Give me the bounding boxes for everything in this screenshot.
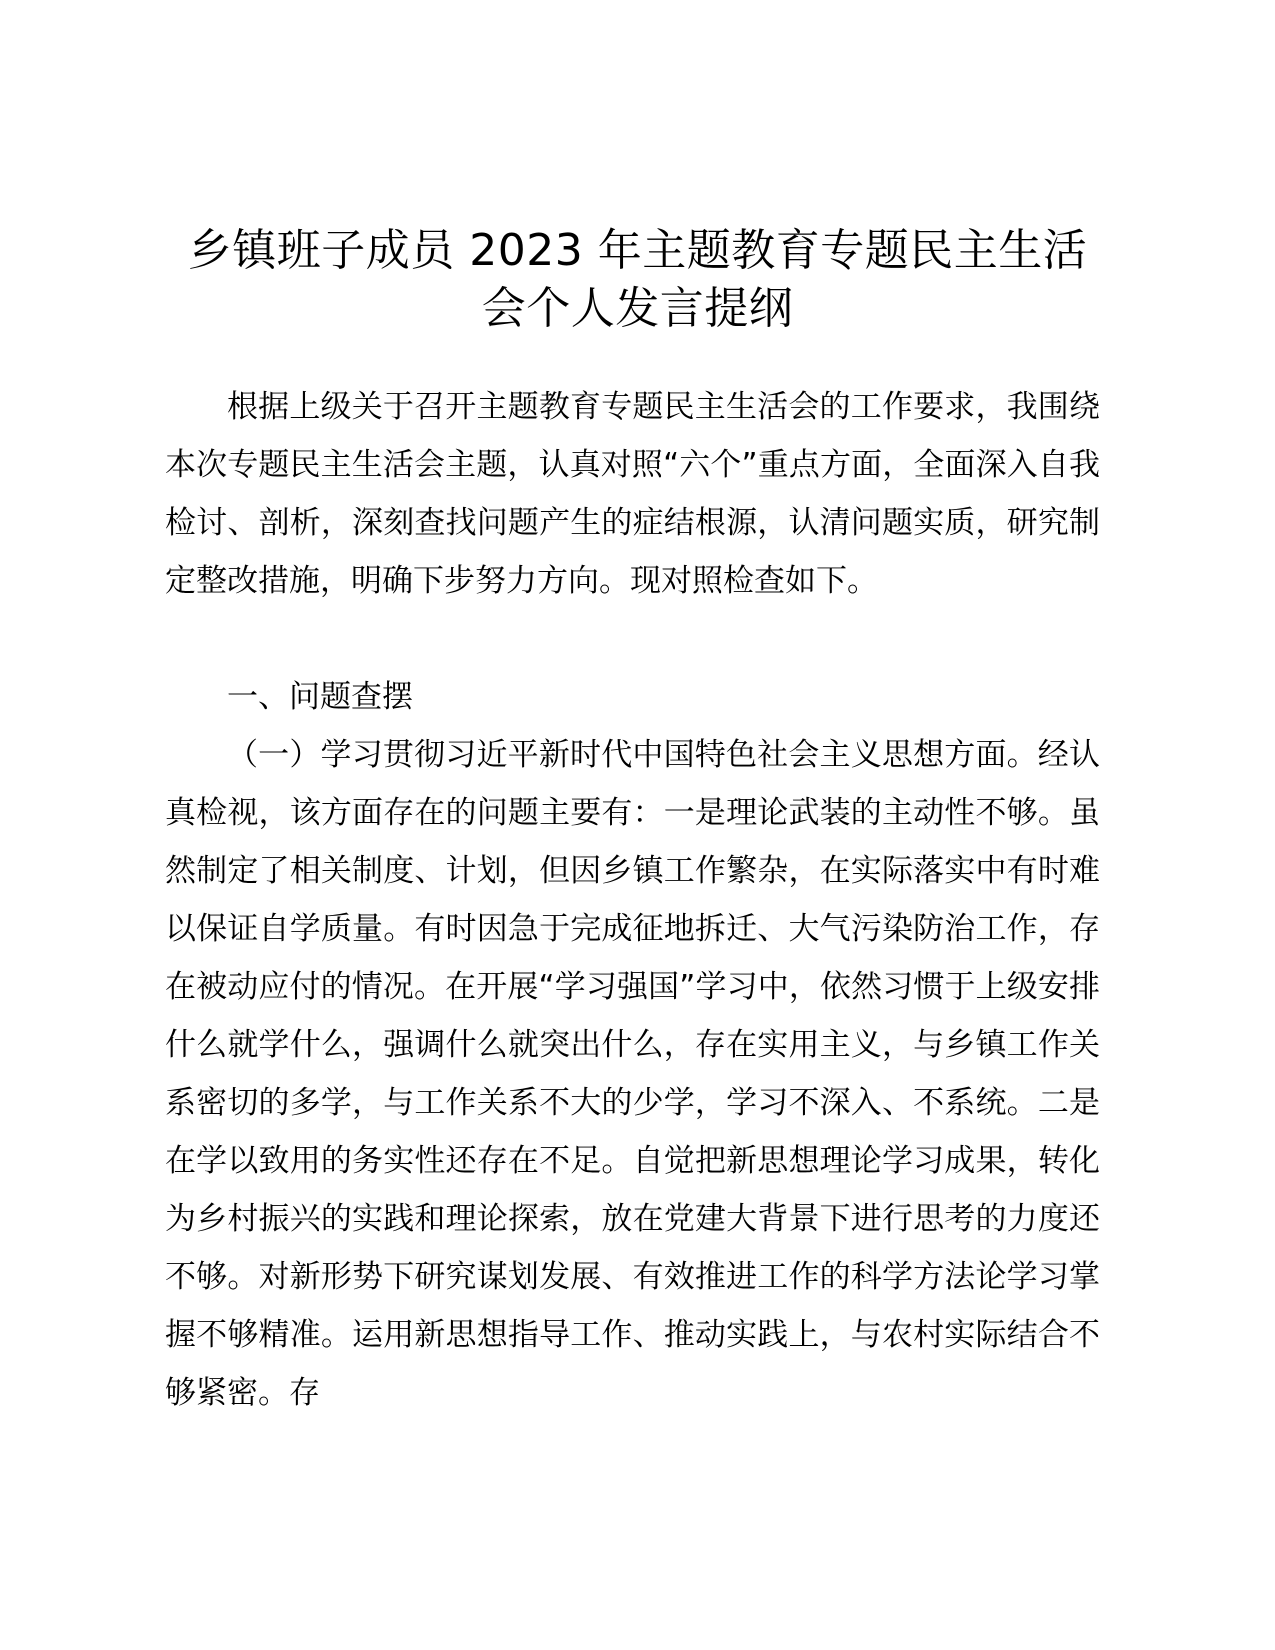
section-heading-problems: 一、问题查摆 [227,679,413,715]
document-title-line-1: 乡镇班子成员 2023 年主题教育专题民主生活 [187,225,1088,276]
document-title [150,222,1125,338]
intro-paragraph: 根据上级关于召开主题教育专题民主生活会的工作要求，我围绕本次专题民主生活会主题，认真对照“六个”重点方面，全面深入自我检讨、剖析，深刻查找问题产生的症结根源，认清问题实质，研究制定整改措施，明确下步努力方向。现对照检查如下。 [165,389,1100,599]
section-paragraph-study: （一）学习贯彻习近平新时代中国特色社会主义思想方面。经认真检视，该方面存在的问题主要有：一是理论武装的主动性不够。虽然制定了相关制度、计划，但因乡镇工作繁杂，在实际落实中有时难以保证自学质量。有时因急于完成征地拆迁、大气污染防治工作，存在被动应付的情况。在开展“学习强国”学习中，依然习惯于上级安排什么就学什么，强调什么就突出什么，存在实用主义，与乡镇工作关系密切的多学，与工作关系不大的少学，学习不深入、不系统。二是在学以致用的务实性还存在不足。自觉把新思想理论学习成果，转化为乡村振兴的实践和理论探索，放在党建大背景下进行思考的力度还不够。对新形势下研究谋划发展、有效推进工作的科学方法论学习掌握不够精准。运用新思想指导工作、推动实践上，与农村实际结合不够紧密。存 [165,737,1100,1411]
document-title-line-2: 会个人发言提纲 [481,283,794,334]
